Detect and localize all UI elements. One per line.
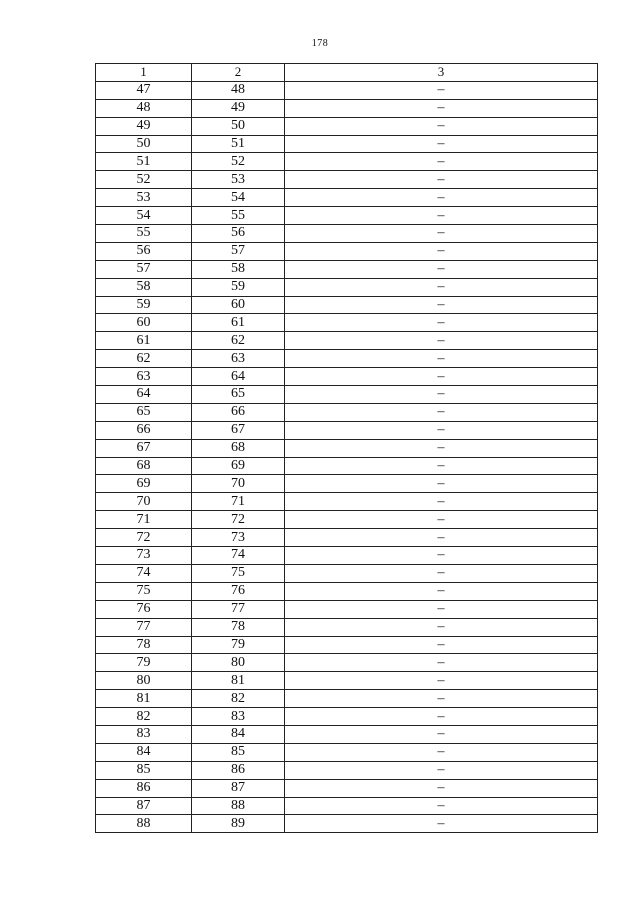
table-row	[96, 421, 598, 439]
table-row	[96, 708, 598, 726]
table-cell-col-2: 63	[192, 350, 285, 368]
table-cell-col-2: 78	[192, 618, 285, 636]
table-row	[96, 135, 598, 153]
table-cell-col-3: –	[285, 403, 598, 421]
table-cell-col-1: 62	[96, 350, 192, 368]
table-cell-col-3: –	[285, 672, 598, 690]
table-cell-col-1: 76	[96, 600, 192, 618]
table-cell-col-2: 88	[192, 797, 285, 815]
page-number: 178	[311, 38, 329, 49]
table-row	[96, 403, 598, 421]
table-cell-col-1: 55	[96, 225, 192, 243]
table-cell-col-3: –	[285, 350, 598, 368]
table-cell-col-3: –	[285, 135, 598, 153]
table-cell-col-3: –	[285, 582, 598, 600]
table-cell-col-3: –	[285, 618, 598, 636]
table-cell-col-1: 53	[96, 189, 192, 207]
table-cell-col-3: –	[285, 547, 598, 565]
table-cell-col-3: –	[285, 761, 598, 779]
table-cell-col-1: 61	[96, 332, 192, 350]
table-cell-col-1: 58	[96, 278, 192, 296]
table-cell-col-1: 50	[96, 135, 192, 153]
table-cell-col-1: 67	[96, 439, 192, 457]
table-cell-col-1: 81	[96, 690, 192, 708]
table-row	[96, 672, 598, 690]
table-cell-col-3: –	[285, 368, 598, 386]
column-header-2: 2	[192, 64, 285, 82]
table-cell-col-2: 83	[192, 708, 285, 726]
table-cell-col-3: –	[285, 332, 598, 350]
table-row	[96, 439, 598, 457]
table-cell-col-3: –	[285, 725, 598, 743]
table-cell-col-3: –	[285, 511, 598, 529]
table-cell-col-2: 72	[192, 511, 285, 529]
table-row	[96, 350, 598, 368]
table-cell-col-1: 78	[96, 636, 192, 654]
table-body	[96, 81, 598, 832]
table-cell-col-1: 66	[96, 421, 192, 439]
table-cell-col-2: 66	[192, 403, 285, 421]
table-row	[96, 117, 598, 135]
table-cell-col-2: 58	[192, 260, 285, 278]
table-row	[96, 779, 598, 797]
table-cell-col-1: 68	[96, 457, 192, 475]
table-cell-col-2: 85	[192, 743, 285, 761]
table-cell-col-2: 89	[192, 815, 285, 833]
table-cell-col-2: 59	[192, 278, 285, 296]
table-cell-col-3: –	[285, 278, 598, 296]
table-row	[96, 260, 598, 278]
table-cell-col-1: 51	[96, 153, 192, 171]
table-cell-col-1: 82	[96, 708, 192, 726]
table-cell-col-2: 67	[192, 421, 285, 439]
table-cell-col-3: –	[285, 493, 598, 511]
table-cell-col-3: –	[285, 690, 598, 708]
table-cell-col-1: 60	[96, 314, 192, 332]
table-row	[96, 207, 598, 225]
table-cell-col-2: 68	[192, 439, 285, 457]
table-cell-col-1: 88	[96, 815, 192, 833]
header-row	[96, 64, 598, 82]
column-header-3: 3	[285, 64, 598, 82]
table-row	[96, 153, 598, 171]
table-row	[96, 618, 598, 636]
table-cell-col-1: 49	[96, 117, 192, 135]
table-cell-col-3: –	[285, 636, 598, 654]
table-cell-col-1: 79	[96, 654, 192, 672]
table-cell-col-3: –	[285, 654, 598, 672]
table-cell-col-2: 49	[192, 99, 285, 117]
table-cell-col-3: –	[285, 421, 598, 439]
table-cell-col-2: 56	[192, 225, 285, 243]
table-header	[96, 64, 598, 82]
table-cell-col-3: –	[285, 475, 598, 493]
table-cell-col-3: –	[285, 225, 598, 243]
table-row	[96, 636, 598, 654]
table-row	[96, 743, 598, 761]
table-row	[96, 386, 598, 404]
table-row	[96, 815, 598, 833]
table-cell-col-1: 59	[96, 296, 192, 314]
table-row	[96, 797, 598, 815]
table-row	[96, 332, 598, 350]
table-cell-col-2: 62	[192, 332, 285, 350]
table-cell-col-3: –	[285, 296, 598, 314]
table-cell-col-3: –	[285, 743, 598, 761]
data-table	[95, 63, 598, 833]
table-cell-col-2: 71	[192, 493, 285, 511]
table-cell-col-1: 77	[96, 618, 192, 636]
table-row	[96, 296, 598, 314]
table-cell-col-3: –	[285, 117, 598, 135]
table-cell-col-2: 76	[192, 582, 285, 600]
table-row	[96, 493, 598, 511]
table-cell-col-3: –	[285, 386, 598, 404]
table-cell-col-3: –	[285, 564, 598, 582]
table-cell-col-3: –	[285, 600, 598, 618]
table-cell-col-1: 70	[96, 493, 192, 511]
table-cell-col-3: –	[285, 439, 598, 457]
table-cell-col-2: 61	[192, 314, 285, 332]
table-cell-col-1: 71	[96, 511, 192, 529]
table-cell-col-1: 73	[96, 547, 192, 565]
table-cell-col-2: 84	[192, 725, 285, 743]
table-row	[96, 368, 598, 386]
table-cell-col-3: –	[285, 207, 598, 225]
table-row	[96, 600, 598, 618]
table-row	[96, 171, 598, 189]
table-cell-col-1: 84	[96, 743, 192, 761]
table-cell-col-3: –	[285, 99, 598, 117]
table-cell-col-1: 85	[96, 761, 192, 779]
table-row	[96, 529, 598, 547]
table-row	[96, 547, 598, 565]
table-cell-col-3: –	[285, 779, 598, 797]
table-cell-col-2: 70	[192, 475, 285, 493]
table-row	[96, 99, 598, 117]
table-cell-col-1: 63	[96, 368, 192, 386]
table-row	[96, 457, 598, 475]
table-cell-col-2: 51	[192, 135, 285, 153]
table-cell-col-2: 55	[192, 207, 285, 225]
table-row	[96, 725, 598, 743]
table-cell-col-2: 86	[192, 761, 285, 779]
table-cell-col-1: 69	[96, 475, 192, 493]
table-cell-col-2: 57	[192, 242, 285, 260]
table-cell-col-3: –	[285, 314, 598, 332]
table-cell-col-1: 83	[96, 725, 192, 743]
table-row	[96, 761, 598, 779]
table-cell-col-1: 72	[96, 529, 192, 547]
table-cell-col-3: –	[285, 189, 598, 207]
table-row	[96, 225, 598, 243]
table-cell-col-2: 69	[192, 457, 285, 475]
table-cell-col-1: 56	[96, 242, 192, 260]
table-cell-col-1: 52	[96, 171, 192, 189]
table-row	[96, 511, 598, 529]
table-row	[96, 690, 598, 708]
table-cell-col-2: 48	[192, 81, 285, 99]
table-cell-col-3: –	[285, 815, 598, 833]
table-cell-col-1: 54	[96, 207, 192, 225]
table-cell-col-3: –	[285, 529, 598, 547]
table-cell-col-2: 60	[192, 296, 285, 314]
column-header-1: 1	[96, 64, 192, 82]
table-cell-col-2: 75	[192, 564, 285, 582]
table-row	[96, 564, 598, 582]
table-cell-col-3: –	[285, 153, 598, 171]
table-cell-col-2: 52	[192, 153, 285, 171]
table-cell-col-2: 73	[192, 529, 285, 547]
table-cell-col-2: 53	[192, 171, 285, 189]
table-cell-col-2: 65	[192, 386, 285, 404]
table-cell-col-2: 74	[192, 547, 285, 565]
table-cell-col-2: 64	[192, 368, 285, 386]
table-cell-col-2: 82	[192, 690, 285, 708]
table-cell-col-2: 81	[192, 672, 285, 690]
table-row	[96, 582, 598, 600]
table-cell-col-2: 50	[192, 117, 285, 135]
table-cell-col-2: 54	[192, 189, 285, 207]
table-cell-col-3: –	[285, 242, 598, 260]
table-cell-col-2: 87	[192, 779, 285, 797]
table-row	[96, 475, 598, 493]
table-cell-col-1: 86	[96, 779, 192, 797]
table-cell-col-3: –	[285, 797, 598, 815]
table-cell-col-1: 74	[96, 564, 192, 582]
table-row	[96, 81, 598, 99]
table-cell-col-1: 87	[96, 797, 192, 815]
table-cell-col-1: 64	[96, 386, 192, 404]
table-cell-col-1: 47	[96, 81, 192, 99]
table-cell-col-1: 65	[96, 403, 192, 421]
table-row	[96, 278, 598, 296]
table-row	[96, 314, 598, 332]
table-cell-col-3: –	[285, 457, 598, 475]
table-cell-col-2: 77	[192, 600, 285, 618]
table-cell-col-3: –	[285, 708, 598, 726]
table-cell-col-3: –	[285, 81, 598, 99]
table-cell-col-1: 75	[96, 582, 192, 600]
table-row	[96, 242, 598, 260]
table-cell-col-1: 48	[96, 99, 192, 117]
table-cell-col-1: 80	[96, 672, 192, 690]
table-cell-col-1: 57	[96, 260, 192, 278]
table-row	[96, 654, 598, 672]
table-cell-col-3: –	[285, 171, 598, 189]
table-cell-col-2: 80	[192, 654, 285, 672]
table-cell-col-3: –	[285, 260, 598, 278]
table-row	[96, 189, 598, 207]
table-cell-col-2: 79	[192, 636, 285, 654]
